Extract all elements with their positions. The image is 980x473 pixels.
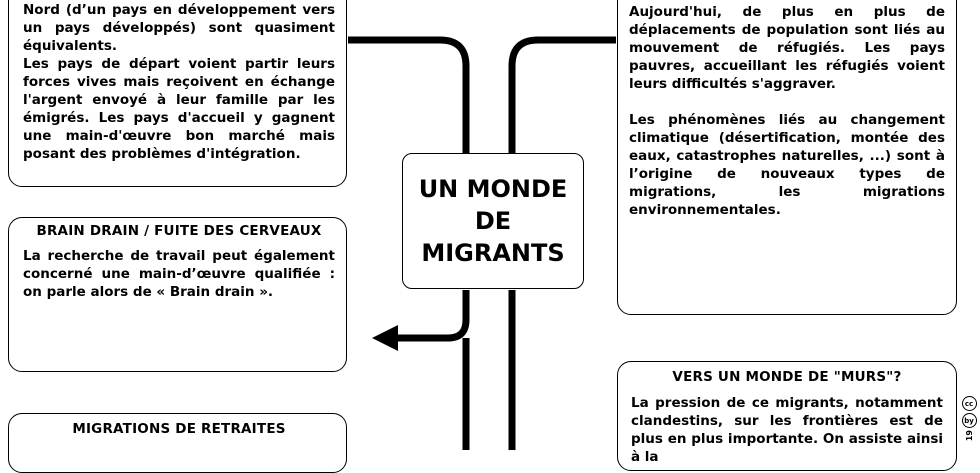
side-year: 19 bbox=[964, 430, 974, 442]
connector-top-left bbox=[348, 40, 466, 153]
connector-top-right bbox=[512, 40, 616, 153]
center-title-box bbox=[402, 153, 584, 289]
cc-icon: cc bbox=[962, 396, 977, 411]
center-title-line-1: UN MONDE bbox=[418, 175, 568, 203]
top-left-paragraph-1: Nord (d’un pays en développement vers un pays développés) sont quasiment équivalents. bbox=[23, 2, 335, 54]
box-brain-drain bbox=[8, 217, 347, 372]
center-title bbox=[419, 173, 568, 269]
center-title-line-2: DE bbox=[474, 207, 512, 235]
box-top-left bbox=[8, 0, 347, 187]
license-badge bbox=[958, 396, 980, 450]
top-right-paragraph-1: Aujourd'hui, de plus en plus de déplacements de population sont liés au mouvement de réfugiés. Les pays pauvres, accueillant les réfugiés voient leurs difficultés s'aggraver. bbox=[629, 4, 945, 92]
box-retraites bbox=[8, 413, 347, 473]
retraites-title: MIGRATIONS DE RETRAITES bbox=[72, 421, 286, 437]
murs-text: La pression de ce migrants, notamment clandestins, sur les frontières est de plus en plus importante. On assiste ainsi à la bbox=[631, 395, 943, 465]
cc-by-icon: by bbox=[962, 413, 977, 428]
connector-to-brain-drain bbox=[392, 290, 466, 338]
murs-title: VERS UN MONDE DE "MURS"? bbox=[672, 369, 902, 385]
arrow-head-left bbox=[372, 325, 398, 351]
top-left-paragraph-2: Les pays de départ voient partir leurs forces vives mais reçoivent en échange l'argent envoyé à leur famille par les émigrés. Les pays d'accueil y gagnent une main-d'œuvre bon marché mais posant des problèmes d'intégration. bbox=[23, 56, 335, 162]
center-title-line-3: MIGRANTS bbox=[421, 239, 565, 267]
top-right-paragraph-2: Les phénomènes liés au changement climatique (désertification, montée des eaux, catastrophes naturelles, ...) sont à l’origine de nouveaux types de migrations, les migrations environnementales. bbox=[629, 112, 945, 218]
box-murs bbox=[617, 361, 957, 471]
brain-drain-title: BRAIN DRAIN / FUITE DES CERVEAUX bbox=[36, 223, 322, 239]
box-top-right bbox=[617, 0, 957, 315]
brain-drain-text: La recherche de travail peut également concerné une main-d’œuvre qualifiée : on parle alors de « Brain drain ». bbox=[23, 248, 335, 300]
